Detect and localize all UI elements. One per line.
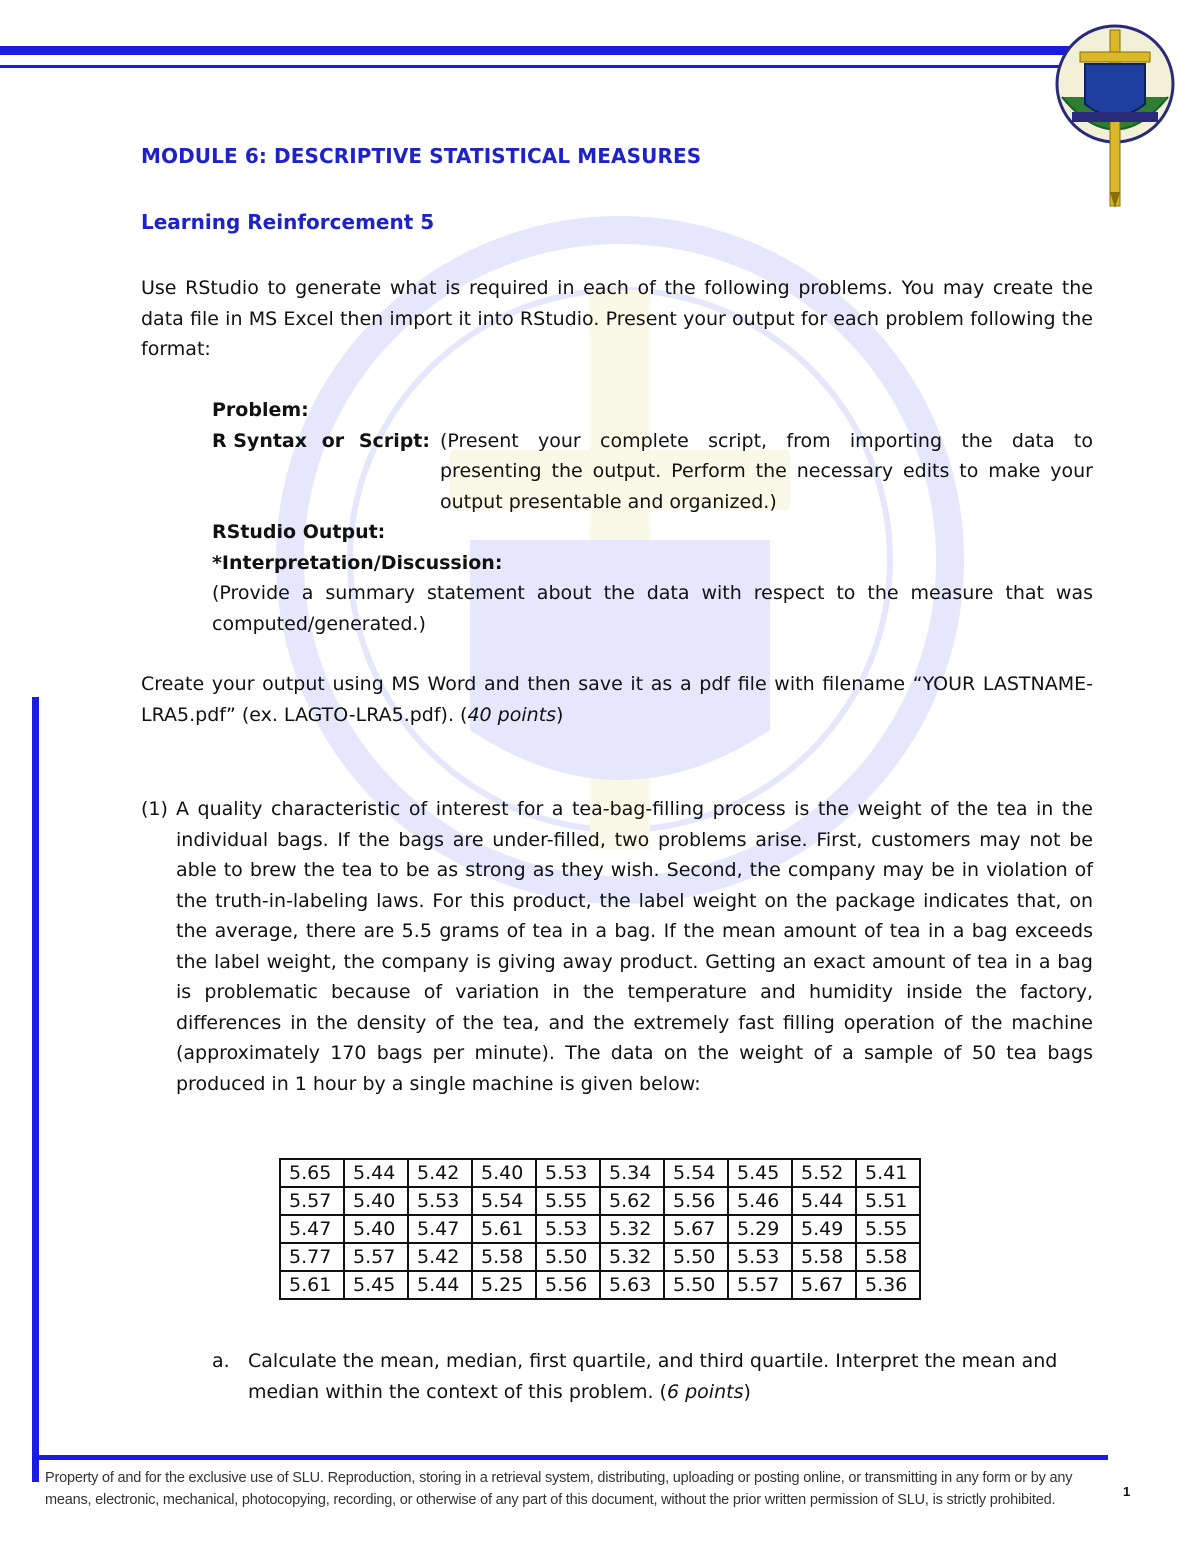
points-value: 40 points xyxy=(467,703,557,726)
page-number: 1 xyxy=(1123,1484,1131,1499)
table-cell: 5.53 xyxy=(408,1187,472,1215)
table-cell: 5.44 xyxy=(408,1271,472,1299)
table-cell: 5.53 xyxy=(536,1215,600,1243)
table-cell: 5.53 xyxy=(728,1243,792,1271)
problem-label: Problem: xyxy=(212,399,309,421)
table-row xyxy=(280,1187,920,1215)
table-cell: 5.25 xyxy=(472,1271,536,1299)
table-cell: 5.47 xyxy=(280,1215,344,1243)
top-rule-thin xyxy=(0,65,1075,68)
table-cell: 5.57 xyxy=(280,1187,344,1215)
table-cell: 5.45 xyxy=(728,1159,792,1187)
table-cell: 5.46 xyxy=(728,1187,792,1215)
table-cell: 5.44 xyxy=(344,1159,408,1187)
create-output-instruction: Create your output using MS Word and then save it as a pdf file with filename “YOUR LASTNAME-LRA5.pdf” (ex. LAGTO-LRA5.pdf). (40 points) xyxy=(141,673,1093,726)
problem-text: A quality characteristic of interest for a tea-bag-filling process is the weight of the tea in the individual bags. If the bags are under-filled, two problems arise. First, customers may not be able to brew the tea to be as strong as they wish. Second, the company may be in violation of the truth-in-labeling laws. For this product, the label weight on the package indicates that, on the average, there are 5.5 grams of tea in a bag. If the mean amount of tea in a bag exceeds the label weight, the company is giving away product. Getting an exact amount of tea in a bag is problematic because of variation in the temperature and humidity inside the factory, differences in the density of the tea, and the extremely fast filling operation of the machine (approximately 170 bags per minute). The data on the weight of a sample of 50 tea bags produced in 1 hour by a single machine is given below: xyxy=(176,798,1093,1095)
problem-number: (1) xyxy=(141,798,168,820)
top-rule-thick xyxy=(0,46,1075,55)
table-cell: 5.77 xyxy=(280,1243,344,1271)
table-cell: 5.32 xyxy=(600,1243,664,1271)
table-cell: 5.63 xyxy=(600,1271,664,1299)
table-cell: 5.50 xyxy=(664,1243,728,1271)
table-cell: 5.65 xyxy=(280,1159,344,1187)
table-row xyxy=(280,1243,920,1271)
table-row xyxy=(280,1271,920,1299)
module-title: MODULE 6: DESCRIPTIVE STATISTICAL MEASURES xyxy=(141,144,702,168)
table-cell: 5.54 xyxy=(472,1187,536,1215)
table-row xyxy=(280,1215,920,1243)
table-cell: 5.52 xyxy=(792,1159,856,1187)
problem-1 xyxy=(141,794,1093,1099)
table-cell: 5.51 xyxy=(856,1187,920,1215)
sub-points-value: 6 points xyxy=(666,1380,744,1403)
table-cell: 5.54 xyxy=(664,1159,728,1187)
sub-question-label: a. xyxy=(212,1350,230,1372)
bottom-rule xyxy=(32,1455,1108,1460)
slu-seal-icon xyxy=(1052,12,1178,208)
table-cell: 5.50 xyxy=(664,1271,728,1299)
table-cell: 5.29 xyxy=(728,1215,792,1243)
table-cell: 5.57 xyxy=(728,1271,792,1299)
copyright-footer: Property of and for the exclusive use of SLU. Reproduction, storing in a retrieval system, distributing, uploading or posting online, or transmitting in any form or by any means, electronic, mechanical, photocopying, recording, or otherwise of any part of this document, without the prior written permission of SLU, is strictly prohibited. xyxy=(45,1470,1073,1508)
table-cell: 5.42 xyxy=(408,1243,472,1271)
table-cell: 5.58 xyxy=(856,1243,920,1271)
table-cell: 5.56 xyxy=(664,1187,728,1215)
script-label: R Syntax or Script: xyxy=(212,429,430,452)
table-cell: 5.42 xyxy=(408,1159,472,1187)
table-cell: 5.55 xyxy=(536,1187,600,1215)
table-row xyxy=(280,1159,920,1187)
table-cell: 5.34 xyxy=(600,1159,664,1187)
table-cell: 5.50 xyxy=(536,1243,600,1271)
table-cell: 5.40 xyxy=(472,1159,536,1187)
table-cell: 5.55 xyxy=(856,1215,920,1243)
table-cell: 5.62 xyxy=(600,1187,664,1215)
output-label: RStudio Output: xyxy=(212,521,386,543)
table-cell: 5.36 xyxy=(856,1271,920,1299)
table-cell: 5.67 xyxy=(792,1271,856,1299)
tea-bag-weights-table xyxy=(279,1158,921,1300)
table-cell: 5.56 xyxy=(536,1271,600,1299)
table-cell: 5.32 xyxy=(600,1215,664,1243)
table-cell: 5.61 xyxy=(280,1271,344,1299)
interpretation-description: (Provide a summary statement about the data with respect to the measure that was computed/generated.) xyxy=(212,582,1093,635)
table-cell: 5.61 xyxy=(472,1215,536,1243)
output-format xyxy=(212,395,1093,639)
script-row xyxy=(212,426,1093,518)
table-cell: 5.40 xyxy=(344,1215,408,1243)
left-rule xyxy=(32,697,39,1482)
interpretation-label: *Interpretation/Discussion: xyxy=(212,551,503,574)
table-cell: 5.44 xyxy=(792,1187,856,1215)
table-cell: 5.49 xyxy=(792,1215,856,1243)
table-cell: 5.41 xyxy=(856,1159,920,1187)
table-cell: 5.58 xyxy=(792,1243,856,1271)
table-cell: 5.53 xyxy=(536,1159,600,1187)
table-cell: 5.40 xyxy=(344,1187,408,1215)
table-cell: 5.57 xyxy=(344,1243,408,1271)
intro-paragraph: Use RStudio to generate what is required in each of the following problems. You may create the data file in MS Excel then import it into RStudio. Present your output for each problem following the format: xyxy=(141,277,1093,360)
table-cell: 5.47 xyxy=(408,1215,472,1243)
table-cell: 5.45 xyxy=(344,1271,408,1299)
sub-question-a xyxy=(212,1346,1082,1407)
table-cell: 5.67 xyxy=(664,1215,728,1243)
sub-question-text: Calculate the mean, median, first quartile, and third quartile. Interpret the mean and median within the context of this problem. (6 points) xyxy=(248,1350,1058,1403)
table-cell: 5.58 xyxy=(472,1243,536,1271)
learning-reinforcement-title: Learning Reinforcement 5 xyxy=(141,210,435,234)
script-description: (Present your complete script, from importing the data to presenting the output. Perform the necessary edits to make your output presentable and organized.) xyxy=(440,429,1093,513)
